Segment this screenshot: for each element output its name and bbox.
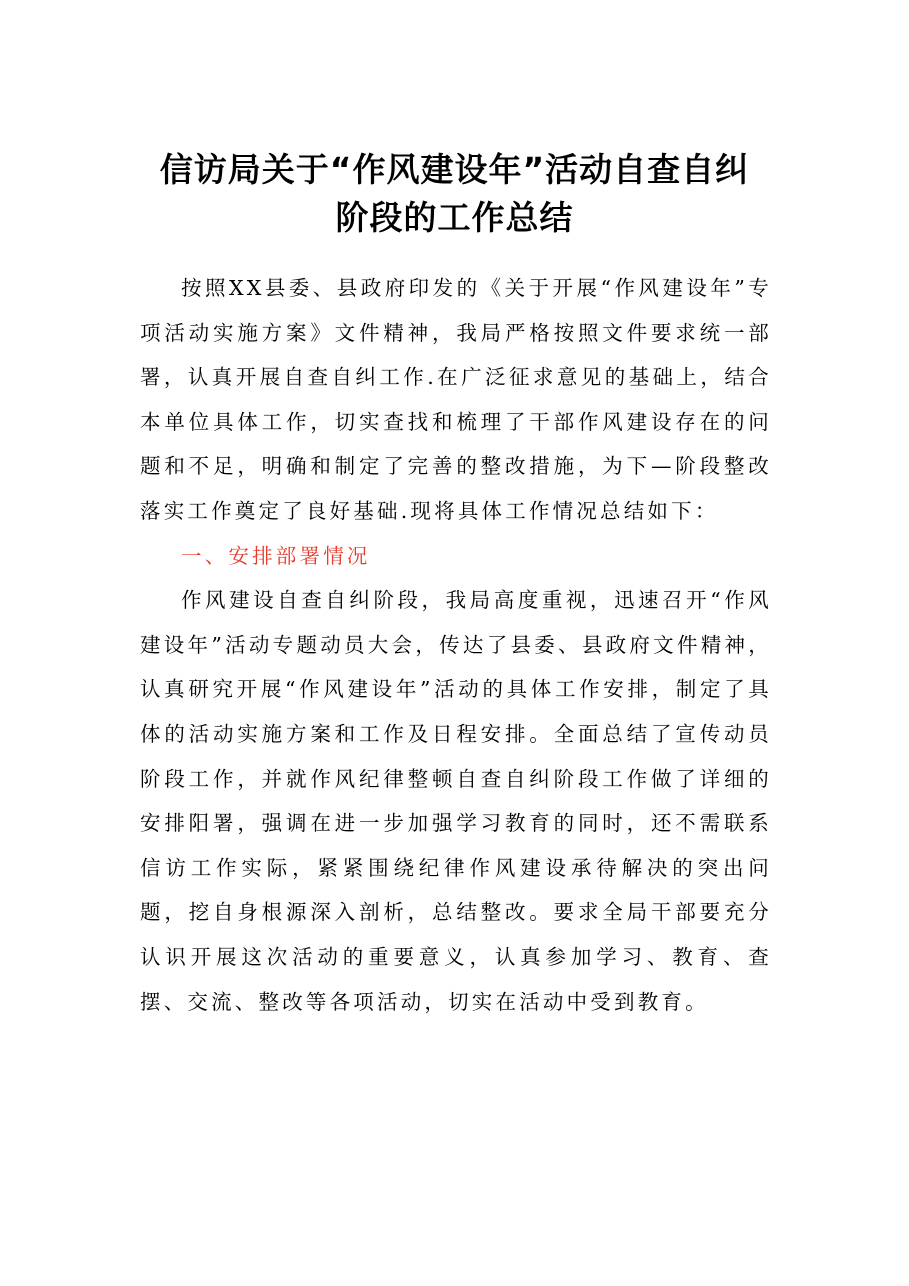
- document-title-line-2: 阶段的工作总结: [335, 198, 574, 237]
- section-heading-arrangement: 一、安排部署情况: [181, 543, 371, 568]
- section-paragraph-arrangement: 作风建设自查自纠阶段，我局高度重视，迅速召开“作风建设年”活动专题动员大会，传达了县委、县政府文件精神，认真研究开展“作风建设年”活动的具体工作安排，制定了具体的活动实施方案和工作及日程安排。全面总结了宣传动员阶段工作，并就作风纪律整顿自查自纠阶段工作做了详细的安排阳署，强调在进一步加强学习教育的同时，还不需联系信访工作实际，紧紧围绕纪律作风建设承待解决的突出问题，挖自身根源深入剖析，总结整改。要求全局干部要充分认识开展这次活动的重要意义，认真参加学习、教育、查摆、交流、整改等各项活动，切实在活动中受到教育。: [140, 588, 772, 1014]
- document-body: [140, 266, 772, 1024]
- document-title-line-1: 信访局关于“作风建设年”活动自查自纠: [159, 150, 750, 189]
- intro-paragraph: 按照XX县委、县政府印发的《关于开展“作风建设年”专项活动实施方案》文件精神，我局严格按照文件要求统一部署，认真开展自查自纠工作.在广泛征求意见的基础上，结合本单位具体工作，切实查找和梳理了干部作风建设存在的问题和不足，明确和制定了完善的整改措施，为下—阶段整改落实工作奠定了良好基础.现将具体工作情况总结如下：: [140, 276, 772, 523]
